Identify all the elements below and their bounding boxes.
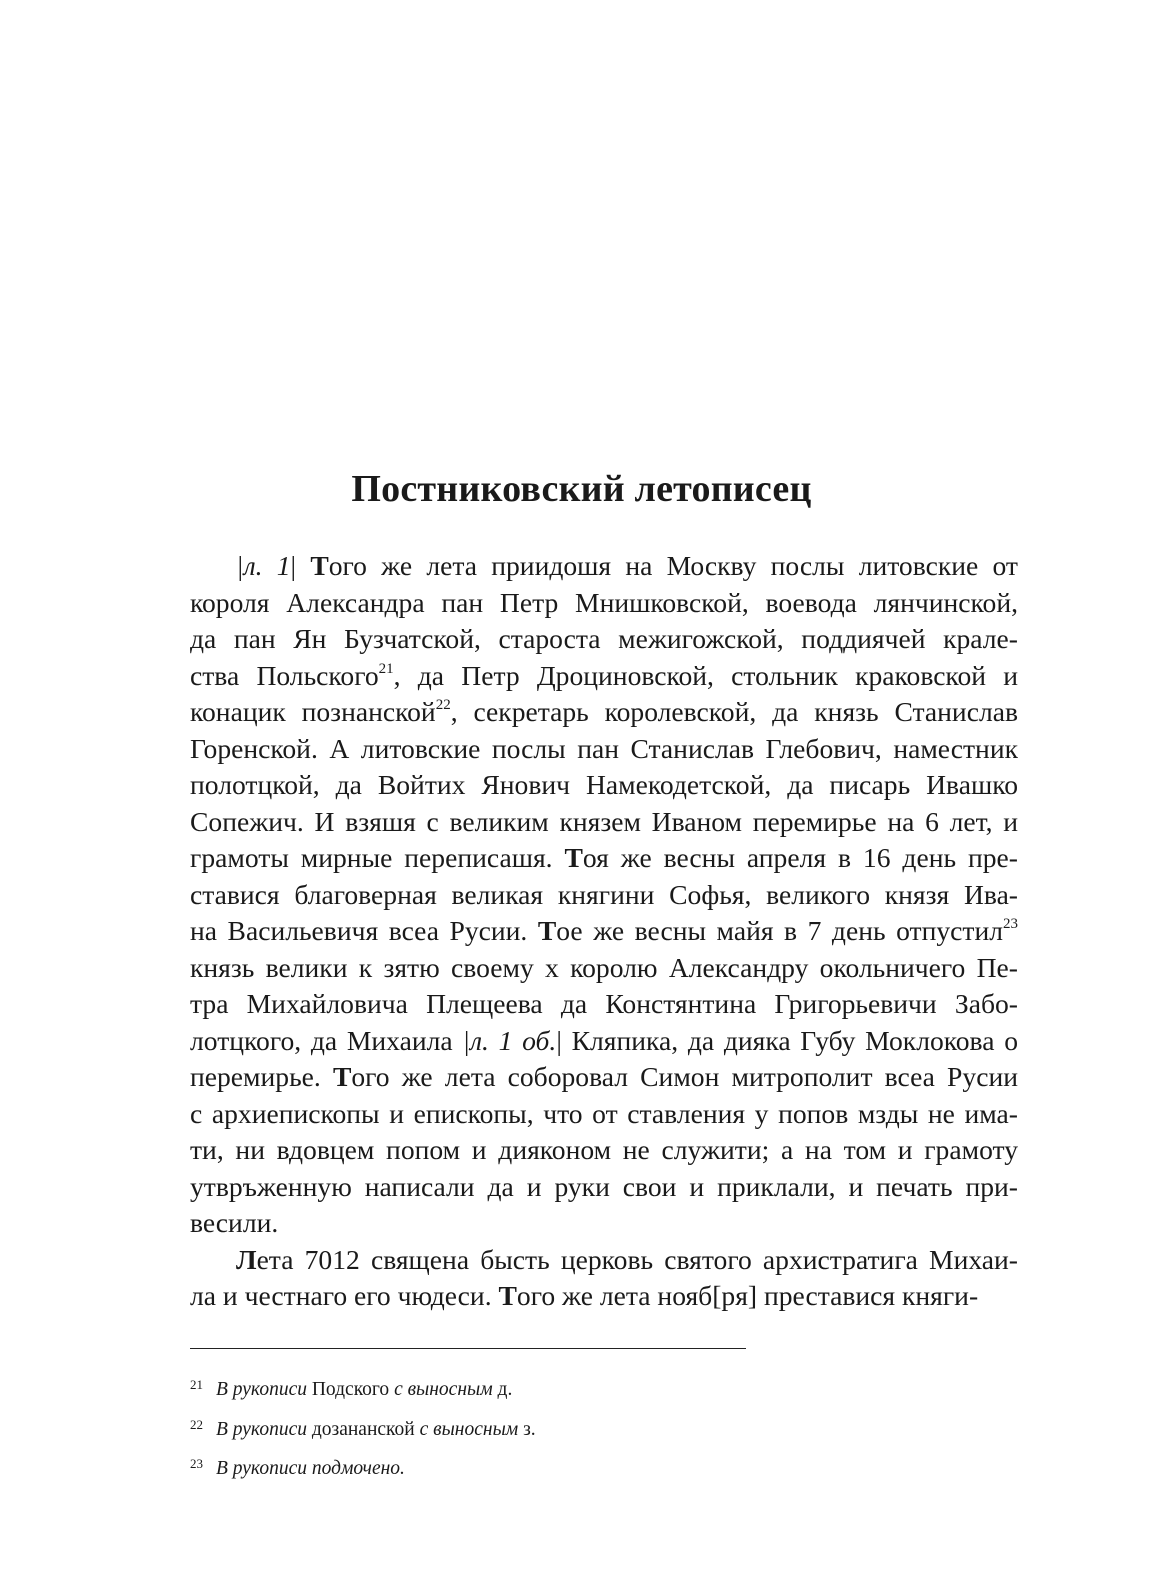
- text-run: Сопежич. И взяшя с великим князем Иваном перемирье на 6 лет, и: [190, 805, 1018, 837]
- footnote-separator: [190, 1348, 746, 1349]
- text-line: [190, 1023, 1018, 1060]
- footnote-ref: 23: [1003, 916, 1018, 932]
- italic-text: В рукописи: [216, 1379, 307, 1400]
- text-line: [190, 1205, 1018, 1242]
- footnote-number: 22: [190, 1416, 203, 1432]
- text-run: ого же лета приидошя на Москву послы литовские от: [328, 550, 1018, 581]
- text-line: [190, 1278, 1018, 1315]
- text-run: оя же весны апреля в 16 день пре-: [582, 842, 1018, 873]
- text-run: , секретарь королевской, да князь Станислав: [450, 696, 1018, 727]
- text-line: [190, 1169, 1018, 1206]
- text-line: [190, 950, 1018, 987]
- footnote: [190, 1368, 1018, 1408]
- italic-text: В рукописи подмочено.: [216, 1458, 405, 1479]
- text-run: князь велики к зятю своему х королю Александру окольничего Пе-: [190, 951, 1018, 983]
- text-run: | Кляпика, да дияка Губу Моклокова о: [556, 1024, 1018, 1056]
- text-line: [190, 986, 1018, 1023]
- italic-text: |л. 1: [236, 550, 291, 581]
- text-run: ого же лета соборовал Симон митрополит всеа Русии: [351, 1061, 1018, 1092]
- text-run: перемирье.: [190, 1061, 333, 1092]
- initial-letter: Т: [498, 1280, 517, 1311]
- text-run: ого же лета нояб[ря] преставися княги-: [516, 1280, 979, 1311]
- text-line: [190, 694, 1018, 731]
- text-run: грамоты мирные переписашя.: [190, 842, 565, 873]
- text-run: ти, ни вдовцем попом и дияконом не служити; а на том и грамоту: [190, 1134, 1018, 1165]
- text-line: [190, 1059, 1018, 1096]
- text-line: [190, 1096, 1018, 1133]
- text-run: ета 7012 священа бысть церковь святого архистратига Михаи-: [256, 1243, 1018, 1275]
- text-line: [190, 731, 1018, 768]
- italic-text: В рукописи: [216, 1418, 307, 1440]
- text-run: полотцкой, да Войтих Янович Намекодетской, да писарь Ивашко: [190, 769, 1018, 800]
- text-run: ставися благоверная великая княгини Софья, великого князя Ива-: [190, 878, 1018, 910]
- text-run: утвръженную написали да и руки свои и приклали, и печать при-: [190, 1170, 1018, 1202]
- text-run: з.: [518, 1418, 536, 1440]
- italic-text: |л. 1 об.: [462, 1024, 557, 1056]
- text-run: ства Польского: [190, 659, 379, 691]
- text-line: [190, 1242, 1018, 1279]
- body-text: [190, 548, 1018, 1315]
- text-run: тра Михайловича Плещеева да Констянтина Григорьевичи Забо-: [190, 988, 1018, 1019]
- text-run: Горенской. А литовские послы пан Станислав Глебович, наместник: [190, 732, 1018, 764]
- text-line: [190, 548, 1018, 585]
- chapter-title: Постниковский летописец: [351, 468, 812, 510]
- text-run: д.: [492, 1379, 513, 1400]
- text-run: да пан Ян Бузчатской, староста межигожской, поддиячей крале-: [190, 623, 1018, 654]
- initial-letter: Т: [564, 842, 583, 873]
- text-run: с архиепископы и епископы, что от ставления у попов мзды не има-: [190, 1097, 1018, 1129]
- text-line: [190, 877, 1018, 914]
- text-line: [190, 913, 1018, 950]
- text-run: весили.: [190, 1207, 279, 1238]
- text-run: Подского: [306, 1379, 395, 1400]
- initial-letter: Т: [310, 550, 329, 581]
- text-run: |: [290, 550, 311, 581]
- text-line: [190, 840, 1018, 877]
- footnote-ref: 21: [378, 660, 394, 677]
- italic-text: с выносным: [394, 1379, 493, 1400]
- italic-text: с выносным: [419, 1418, 519, 1440]
- text-run: на Васильевичя всеа Русии.: [190, 915, 538, 946]
- text-run: , да Петр Дроциновской, стольник краковской и: [393, 659, 1018, 691]
- text-run: лотцкого, да Михаила: [190, 1024, 463, 1056]
- text-line: [190, 804, 1018, 841]
- text-run: конацик познанской: [190, 696, 436, 727]
- footnotes: [190, 1368, 1018, 1487]
- text-run: короля Александра пан Петр Мнишковской, воевода лянчинской,: [190, 586, 1018, 618]
- text-line: [190, 767, 1018, 804]
- footnote-ref: 22: [435, 697, 451, 713]
- footnote-number: 21: [190, 1377, 203, 1392]
- initial-letter: Т: [332, 1061, 352, 1092]
- initial-letter: Т: [537, 915, 557, 946]
- footnote: [190, 1447, 1018, 1487]
- text-run: ла и честнаго его чюдеси.: [190, 1280, 499, 1311]
- text-line: [190, 1132, 1018, 1169]
- initial-letter: Л: [236, 1243, 257, 1275]
- text-line: [190, 658, 1018, 695]
- text-run: дозананской: [306, 1418, 420, 1440]
- text-line: [190, 585, 1018, 622]
- text-line: [190, 621, 1018, 658]
- footnote-number: 23: [190, 1456, 203, 1471]
- footnote: [190, 1408, 1018, 1448]
- text-run: ое же весны майя в 7 день отпустил: [556, 915, 1003, 946]
